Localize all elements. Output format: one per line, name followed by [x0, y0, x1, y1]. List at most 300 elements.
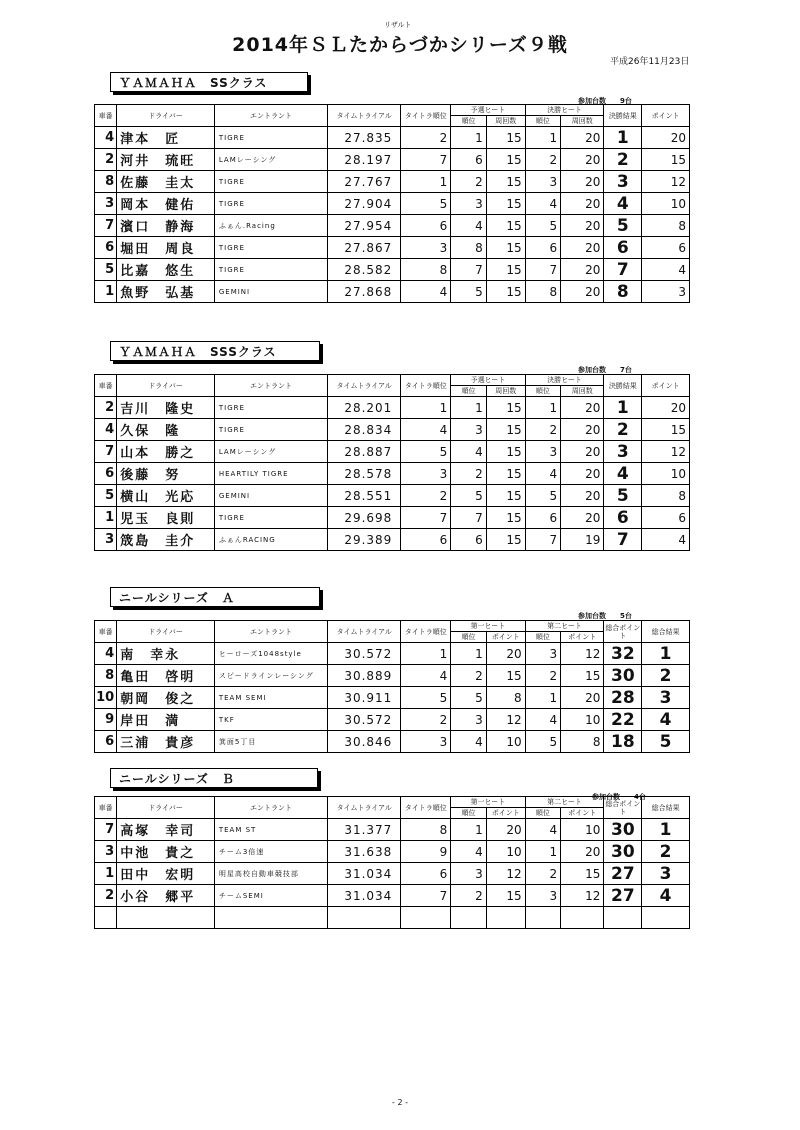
heat2-a: 3	[525, 885, 561, 907]
heat2-b: 20	[561, 841, 604, 863]
car-number: 1	[95, 507, 117, 529]
final-result: 1	[604, 127, 642, 149]
col-heat1-b: 周回数	[486, 386, 525, 397]
heat1-a: 3	[451, 709, 487, 731]
car-number: 1	[95, 863, 117, 885]
class-label: ＹＡＭＡＨＡ SSクラス	[110, 72, 308, 92]
final-result: 4	[604, 193, 642, 215]
heat1-a: 1	[451, 397, 487, 419]
points: 12	[642, 171, 690, 193]
driver-name: 三浦 貴彦	[117, 731, 215, 753]
final-result: 1	[604, 397, 642, 419]
col-tt-rank: タイトラ順位	[401, 797, 451, 819]
car-number: 5	[95, 259, 117, 281]
col-heat1: 第一ヒート	[451, 797, 525, 808]
heat1-b: 15	[486, 127, 525, 149]
final-result: 2	[604, 149, 642, 171]
heat1-b: 8	[486, 687, 525, 709]
heat1-a: 5	[451, 687, 487, 709]
heat2-a: 6	[525, 237, 561, 259]
entrant-name: チーム3倍速	[214, 841, 327, 863]
points: 20	[642, 127, 690, 149]
table-row	[95, 485, 690, 507]
time-trial: 29.389	[328, 529, 401, 551]
time-trial: 28.201	[328, 397, 401, 419]
overall-result: 5	[642, 731, 690, 753]
car-number	[95, 907, 117, 929]
tt-rank: 6	[401, 215, 451, 237]
points: 6	[642, 237, 690, 259]
final-result: 3	[604, 171, 642, 193]
heat1-a: 1	[451, 819, 487, 841]
col-heat2: 第二ヒート	[525, 621, 604, 632]
class-label: ＹＡＭＡＨＡ SSSクラス	[110, 341, 320, 361]
driver-name: 岡本 健佑	[117, 193, 215, 215]
tt-rank: 6	[401, 529, 451, 551]
heat1-b: 15	[486, 885, 525, 907]
col-heat2-a: 順位	[525, 386, 561, 397]
car-number: 2	[95, 397, 117, 419]
heat1-a: 1	[451, 127, 487, 149]
heat2-a: 2	[525, 863, 561, 885]
points: 3	[642, 281, 690, 303]
car-number: 7	[95, 819, 117, 841]
time-trial: 28.578	[328, 463, 401, 485]
tt-rank: 2	[401, 127, 451, 149]
total-points: 28	[604, 687, 642, 709]
entry-count-label: 参加台数	[592, 793, 620, 801]
heat2-b: 10	[561, 709, 604, 731]
heat2-b: 20	[561, 463, 604, 485]
col-heat1-a: 順位	[451, 116, 487, 127]
driver-name: 朝岡 俊之	[117, 687, 215, 709]
heat2-a: 1	[525, 841, 561, 863]
total-points: 27	[604, 885, 642, 907]
heat1-b: 15	[486, 665, 525, 687]
table-row	[95, 419, 690, 441]
total-points: 30	[604, 841, 642, 863]
driver-name: 濱口 静海	[117, 215, 215, 237]
points: 8	[642, 215, 690, 237]
heat2-b: 20	[561, 441, 604, 463]
driver-name: 田中 宏明	[117, 863, 215, 885]
overall-result: 1	[642, 643, 690, 665]
entrant-name: TKF	[214, 709, 327, 731]
car-number: 2	[95, 149, 117, 171]
heat1-b: 15	[486, 237, 525, 259]
entrant-name: 箕面5丁目	[214, 731, 327, 753]
heat1-a	[451, 907, 487, 929]
title-ruby: リザルト	[384, 21, 412, 29]
col-heat2: 第二ヒート	[525, 797, 604, 808]
table-row	[95, 259, 690, 281]
entry-count-label: 参加台数	[578, 612, 606, 620]
col-heat1: 第一ヒート	[451, 621, 525, 632]
heat2-a: 5	[525, 485, 561, 507]
heat1-a: 4	[451, 441, 487, 463]
car-number: 3	[95, 529, 117, 551]
heat1-b: 15	[486, 171, 525, 193]
heat1-a: 3	[451, 419, 487, 441]
driver-name: 魚野 弘基	[117, 281, 215, 303]
heat1-b: 12	[486, 863, 525, 885]
col-heat2-b: 周回数	[561, 386, 604, 397]
driver-name: 吉川 隆史	[117, 397, 215, 419]
driver-name	[117, 907, 215, 929]
col-driver: ドライバー	[117, 797, 215, 819]
time-trial	[328, 907, 401, 929]
overall-result: 2	[642, 841, 690, 863]
entrant-name: ヒーローズ1048style	[214, 643, 327, 665]
time-trial: 31.034	[328, 863, 401, 885]
time-trial: 27.835	[328, 127, 401, 149]
col-tt-rank: タイトラ順位	[401, 621, 451, 643]
heat1-b: 15	[486, 507, 525, 529]
total-points: 18	[604, 731, 642, 753]
tt-rank: 1	[401, 643, 451, 665]
col-heat1-b: ポイント	[486, 808, 525, 819]
entry-count-label: 参加台数	[578, 97, 606, 105]
col-points: 総合結果	[642, 621, 690, 643]
driver-name: 堀田 周良	[117, 237, 215, 259]
heat2-b: 12	[561, 885, 604, 907]
entrant-name: HEARTILY TIGRE	[214, 463, 327, 485]
table-row	[95, 507, 690, 529]
driver-name: 山本 勝之	[117, 441, 215, 463]
heat2-b: 15	[561, 863, 604, 885]
col-car-no: 車番	[95, 375, 117, 397]
col-driver: ドライバー	[117, 375, 215, 397]
col-entrant: エントラント	[214, 375, 327, 397]
col-entrant: エントラント	[214, 105, 327, 127]
table-row	[95, 215, 690, 237]
entry-count-label: 参加台数	[578, 366, 606, 374]
tt-rank: 2	[401, 709, 451, 731]
final-result: 6	[604, 237, 642, 259]
tt-rank: 8	[401, 259, 451, 281]
total-points: 32	[604, 643, 642, 665]
table-row	[95, 529, 690, 551]
final-result: 4	[604, 463, 642, 485]
heat2-b: 12	[561, 643, 604, 665]
col-heat2-b: 周回数	[561, 116, 604, 127]
time-trial: 28.197	[328, 149, 401, 171]
car-number: 3	[95, 193, 117, 215]
entrant-name: TEAM SEMI	[214, 687, 327, 709]
heat2-b: 20	[561, 259, 604, 281]
results-table	[94, 374, 690, 551]
heat2-b: 8	[561, 731, 604, 753]
tt-rank: 2	[401, 485, 451, 507]
entrant-name: チームSEMI	[214, 885, 327, 907]
col-heat2-a: 順位	[525, 116, 561, 127]
points: 6	[642, 507, 690, 529]
heat2-b: 20	[561, 171, 604, 193]
heat1-a: 2	[451, 171, 487, 193]
total-points: 30	[604, 819, 642, 841]
heat2-b: 20	[561, 149, 604, 171]
heat2-a: 3	[525, 171, 561, 193]
time-trial: 28.551	[328, 485, 401, 507]
event-date: 平成26年11月23日	[610, 57, 690, 67]
driver-name: 佐藤 圭太	[117, 171, 215, 193]
table-row	[95, 731, 690, 753]
entry-count-value: 7台	[620, 366, 632, 374]
heat2-a: 5	[525, 731, 561, 753]
entrant-name: TIGRE	[214, 419, 327, 441]
heat2-b: 20	[561, 687, 604, 709]
time-trial: 29.698	[328, 507, 401, 529]
heat1-b: 12	[486, 709, 525, 731]
heat2-b: 19	[561, 529, 604, 551]
heat1-a: 4	[451, 841, 487, 863]
col-entrant: エントラント	[214, 621, 327, 643]
heat1-b: 15	[486, 397, 525, 419]
col-tt-rank: タイトラ順位	[401, 375, 451, 397]
final-result: 6	[604, 507, 642, 529]
col-car-no: 車番	[95, 797, 117, 819]
entrant-name: ふぁんRACING	[214, 529, 327, 551]
heat1-b: 10	[486, 731, 525, 753]
entry-count-value: 9台	[620, 97, 632, 105]
car-number: 10	[95, 687, 117, 709]
heat1-b: 20	[486, 643, 525, 665]
tt-rank: 7	[401, 885, 451, 907]
time-trial: 31.638	[328, 841, 401, 863]
class-label: ニールシリーズ Ｂ	[110, 768, 318, 788]
car-number: 9	[95, 709, 117, 731]
heat2-a: 2	[525, 419, 561, 441]
final-result: 5	[604, 485, 642, 507]
col-entrant: エントラント	[214, 797, 327, 819]
points: 12	[642, 441, 690, 463]
tt-rank: 6	[401, 863, 451, 885]
heat2-a: 2	[525, 149, 561, 171]
entrant-name: LAMレーシング	[214, 149, 327, 171]
tt-rank: 3	[401, 463, 451, 485]
table-header-row	[95, 375, 690, 386]
points: 15	[642, 149, 690, 171]
tt-rank: 7	[401, 149, 451, 171]
driver-name: 河井 琉旺	[117, 149, 215, 171]
time-trial: 31.377	[328, 819, 401, 841]
heat1-b: 15	[486, 485, 525, 507]
final-result: 5	[604, 215, 642, 237]
col-heat1-a: 順位	[451, 386, 487, 397]
col-heat2-a: 順位	[525, 632, 561, 643]
table-header-row	[95, 621, 690, 632]
heat2-b: 10	[561, 819, 604, 841]
heat2-a: 7	[525, 259, 561, 281]
entrant-name: GEMINI	[214, 485, 327, 507]
col-heat2: 決勝ヒート	[525, 375, 604, 386]
results-table	[94, 796, 690, 929]
total-points: 30	[604, 665, 642, 687]
time-trial: 27.767	[328, 171, 401, 193]
total-points	[604, 907, 642, 929]
heat2-b: 20	[561, 281, 604, 303]
tt-rank: 7	[401, 507, 451, 529]
final-result: 7	[604, 529, 642, 551]
heat2-a: 8	[525, 281, 561, 303]
points: 4	[642, 529, 690, 551]
heat1-a: 5	[451, 281, 487, 303]
heat2-a: 1	[525, 397, 561, 419]
entrant-name	[214, 907, 327, 929]
entrant-name: TIGRE	[214, 507, 327, 529]
car-number: 4	[95, 643, 117, 665]
heat1-a: 7	[451, 259, 487, 281]
heat1-a: 1	[451, 643, 487, 665]
heat2-a: 3	[525, 441, 561, 463]
col-points: ポイント	[642, 105, 690, 127]
col-time-trial: タイムトライアル	[328, 375, 401, 397]
heat1-b: 15	[486, 281, 525, 303]
table-row	[95, 397, 690, 419]
points: 4	[642, 259, 690, 281]
table-row	[95, 643, 690, 665]
driver-name: 比嘉 悠生	[117, 259, 215, 281]
heat2-b: 15	[561, 665, 604, 687]
table-row	[95, 149, 690, 171]
points: 10	[642, 463, 690, 485]
overall-result: 4	[642, 709, 690, 731]
entrant-name: スピードラインレーシング	[214, 665, 327, 687]
col-result: 決勝結果	[604, 105, 642, 127]
entrant-name: 明星高校自動車競技部	[214, 863, 327, 885]
time-trial: 28.887	[328, 441, 401, 463]
entrant-name: TIGRE	[214, 397, 327, 419]
col-time-trial: タイムトライアル	[328, 621, 401, 643]
heat2-a: 5	[525, 215, 561, 237]
car-number: 3	[95, 841, 117, 863]
heat1-a: 3	[451, 193, 487, 215]
heat1-b: 15	[486, 441, 525, 463]
entrant-name: TIGRE	[214, 237, 327, 259]
heat1-a: 6	[451, 529, 487, 551]
heat2-a: 6	[525, 507, 561, 529]
car-number: 7	[95, 441, 117, 463]
heat2-a: 4	[525, 819, 561, 841]
overall-result: 3	[642, 687, 690, 709]
heat1-a: 2	[451, 463, 487, 485]
heat1-b: 20	[486, 819, 525, 841]
table-row	[95, 237, 690, 259]
col-points: 総合結果	[642, 797, 690, 819]
entrant-name: TIGRE	[214, 259, 327, 281]
tt-rank: 5	[401, 687, 451, 709]
table-row	[95, 193, 690, 215]
heat2-b: 20	[561, 485, 604, 507]
col-heat2-a: 順位	[525, 808, 561, 819]
tt-rank	[401, 907, 451, 929]
tt-rank: 9	[401, 841, 451, 863]
entrant-name: LAMレーシング	[214, 441, 327, 463]
driver-name: 横山 光応	[117, 485, 215, 507]
col-points: ポイント	[642, 375, 690, 397]
col-heat1-a: 順位	[451, 632, 487, 643]
col-heat2-b: ポイント	[561, 632, 604, 643]
col-car-no: 車番	[95, 621, 117, 643]
col-tt-rank: タイトラ順位	[401, 105, 451, 127]
car-number: 6	[95, 731, 117, 753]
tt-rank: 3	[401, 237, 451, 259]
table-row	[95, 819, 690, 841]
time-trial: 30.846	[328, 731, 401, 753]
heat2-b: 20	[561, 237, 604, 259]
table-row	[95, 127, 690, 149]
page-number: - 2 -	[392, 1098, 408, 1107]
time-trial: 27.867	[328, 237, 401, 259]
heat1-b: 15	[486, 463, 525, 485]
col-heat1-b: ポイント	[486, 632, 525, 643]
tt-rank: 4	[401, 665, 451, 687]
heat1-a: 8	[451, 237, 487, 259]
entrant-name: TIGRE	[214, 171, 327, 193]
final-result: 7	[604, 259, 642, 281]
car-number: 8	[95, 171, 117, 193]
driver-name: 小谷 郷平	[117, 885, 215, 907]
table-row	[95, 171, 690, 193]
tt-rank: 5	[401, 441, 451, 463]
time-trial: 27.904	[328, 193, 401, 215]
driver-name: 岸田 満	[117, 709, 215, 731]
driver-name: 中池 貴之	[117, 841, 215, 863]
driver-name: 久保 隆	[117, 419, 215, 441]
table-row	[95, 841, 690, 863]
col-car-no: 車番	[95, 105, 117, 127]
time-trial: 28.834	[328, 419, 401, 441]
tt-rank: 4	[401, 281, 451, 303]
driver-name: 児玉 良則	[117, 507, 215, 529]
heat1-a: 6	[451, 149, 487, 171]
entry-count-value: 4台	[634, 793, 646, 801]
tt-rank: 1	[401, 397, 451, 419]
entrant-name: GEMINI	[214, 281, 327, 303]
final-result: 2	[604, 419, 642, 441]
results-table	[94, 104, 690, 303]
heat2-a	[525, 907, 561, 929]
overall-result: 3	[642, 863, 690, 885]
total-points: 22	[604, 709, 642, 731]
heat1-b	[486, 907, 525, 929]
col-time-trial: タイムトライアル	[328, 105, 401, 127]
tt-rank: 5	[401, 193, 451, 215]
car-number: 2	[95, 885, 117, 907]
col-result: 総合ポイント	[604, 797, 642, 819]
heat2-b: 20	[561, 419, 604, 441]
driver-name: 亀田 啓明	[117, 665, 215, 687]
entry-count-value: 5台	[620, 612, 632, 620]
table-row	[95, 441, 690, 463]
car-number: 4	[95, 419, 117, 441]
points: 8	[642, 485, 690, 507]
heat1-a: 3	[451, 863, 487, 885]
time-trial: 27.954	[328, 215, 401, 237]
table-header-row	[95, 797, 690, 808]
page-title: 2014年ＳＬたからづかシリーズ９戦	[232, 34, 568, 56]
table-row	[95, 885, 690, 907]
car-number: 5	[95, 485, 117, 507]
heat1-b: 15	[486, 529, 525, 551]
points: 15	[642, 419, 690, 441]
overall-result: 1	[642, 819, 690, 841]
entrant-name: ふぁん.Racing	[214, 215, 327, 237]
table-row	[95, 463, 690, 485]
class-label: ニールシリーズ Ａ	[110, 587, 320, 607]
time-trial: 30.572	[328, 643, 401, 665]
heat1-b: 15	[486, 419, 525, 441]
